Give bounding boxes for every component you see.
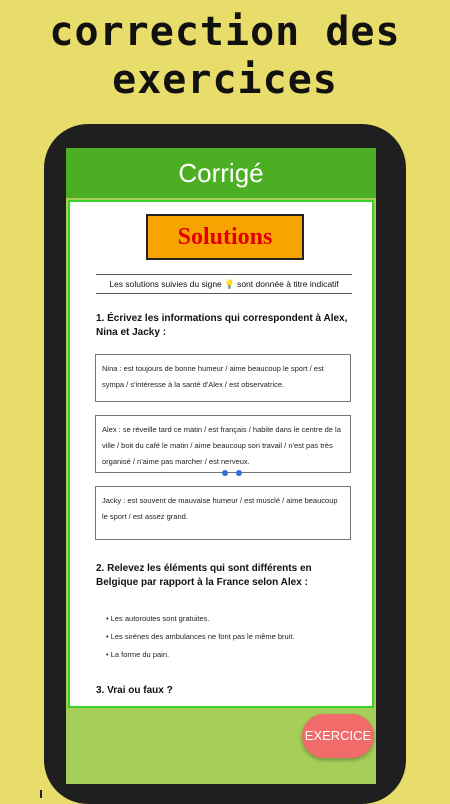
document-image[interactable] bbox=[68, 200, 374, 708]
indicative-note: Les solutions suivies du signe 💡 sont donnée à titre indicatif bbox=[96, 274, 352, 294]
list-item: • Les autoroutes sont gratuites. bbox=[106, 614, 210, 623]
answer-box-nina: Nina : est toujours de bonne humeur / aime beaucoup le sport / est sympa / s'intéresse à la santé d'Alex / est observatrice. bbox=[95, 354, 351, 402]
question-2: 2. Relevez les éléments qui sont différents en Belgique par rapport à la France selon Alex : bbox=[96, 563, 312, 588]
list-item: • Les sirènes des ambulances ne font pas le même bruit. bbox=[106, 632, 295, 641]
list-item: • La forme du pain. bbox=[106, 650, 170, 659]
selection-handle-left[interactable] bbox=[222, 470, 228, 476]
exercise-button[interactable]: EXERCICE bbox=[302, 714, 374, 758]
answer-box-jacky: Jacky : est souvent de mauvaise humeur / est musclé / aime beaucoup le sport / est assez grand. bbox=[95, 486, 351, 540]
text-selection-handles[interactable] bbox=[222, 470, 244, 478]
selection-handle-right[interactable] bbox=[236, 470, 242, 476]
question-3: 3. Vrai ou faux ? bbox=[96, 685, 173, 696]
solutions-title-box bbox=[146, 214, 304, 260]
phone-screen bbox=[66, 148, 376, 784]
question-1: 1. Écrivez les informations qui correspondent à Alex, Nina et Jacky : bbox=[96, 313, 348, 338]
solutions-title: Solutions bbox=[177, 224, 273, 250]
app-bar bbox=[66, 148, 376, 198]
banner-line-1: correction des bbox=[49, 9, 401, 55]
promo-banner bbox=[0, 8, 450, 104]
app-bar-title: Corrigé bbox=[178, 158, 264, 188]
answer-box-alex: Alex : se réveille tard ce matin / est français / habite dans le centre de la ville / boit du café le matin / aime beaucoup son travail / n'est pas très organisé / n'aime pas marcher / est nerveux. bbox=[95, 415, 351, 473]
cursor-mark bbox=[40, 790, 42, 798]
banner-line-2: exercices bbox=[112, 57, 338, 103]
answer-list bbox=[106, 610, 356, 664]
